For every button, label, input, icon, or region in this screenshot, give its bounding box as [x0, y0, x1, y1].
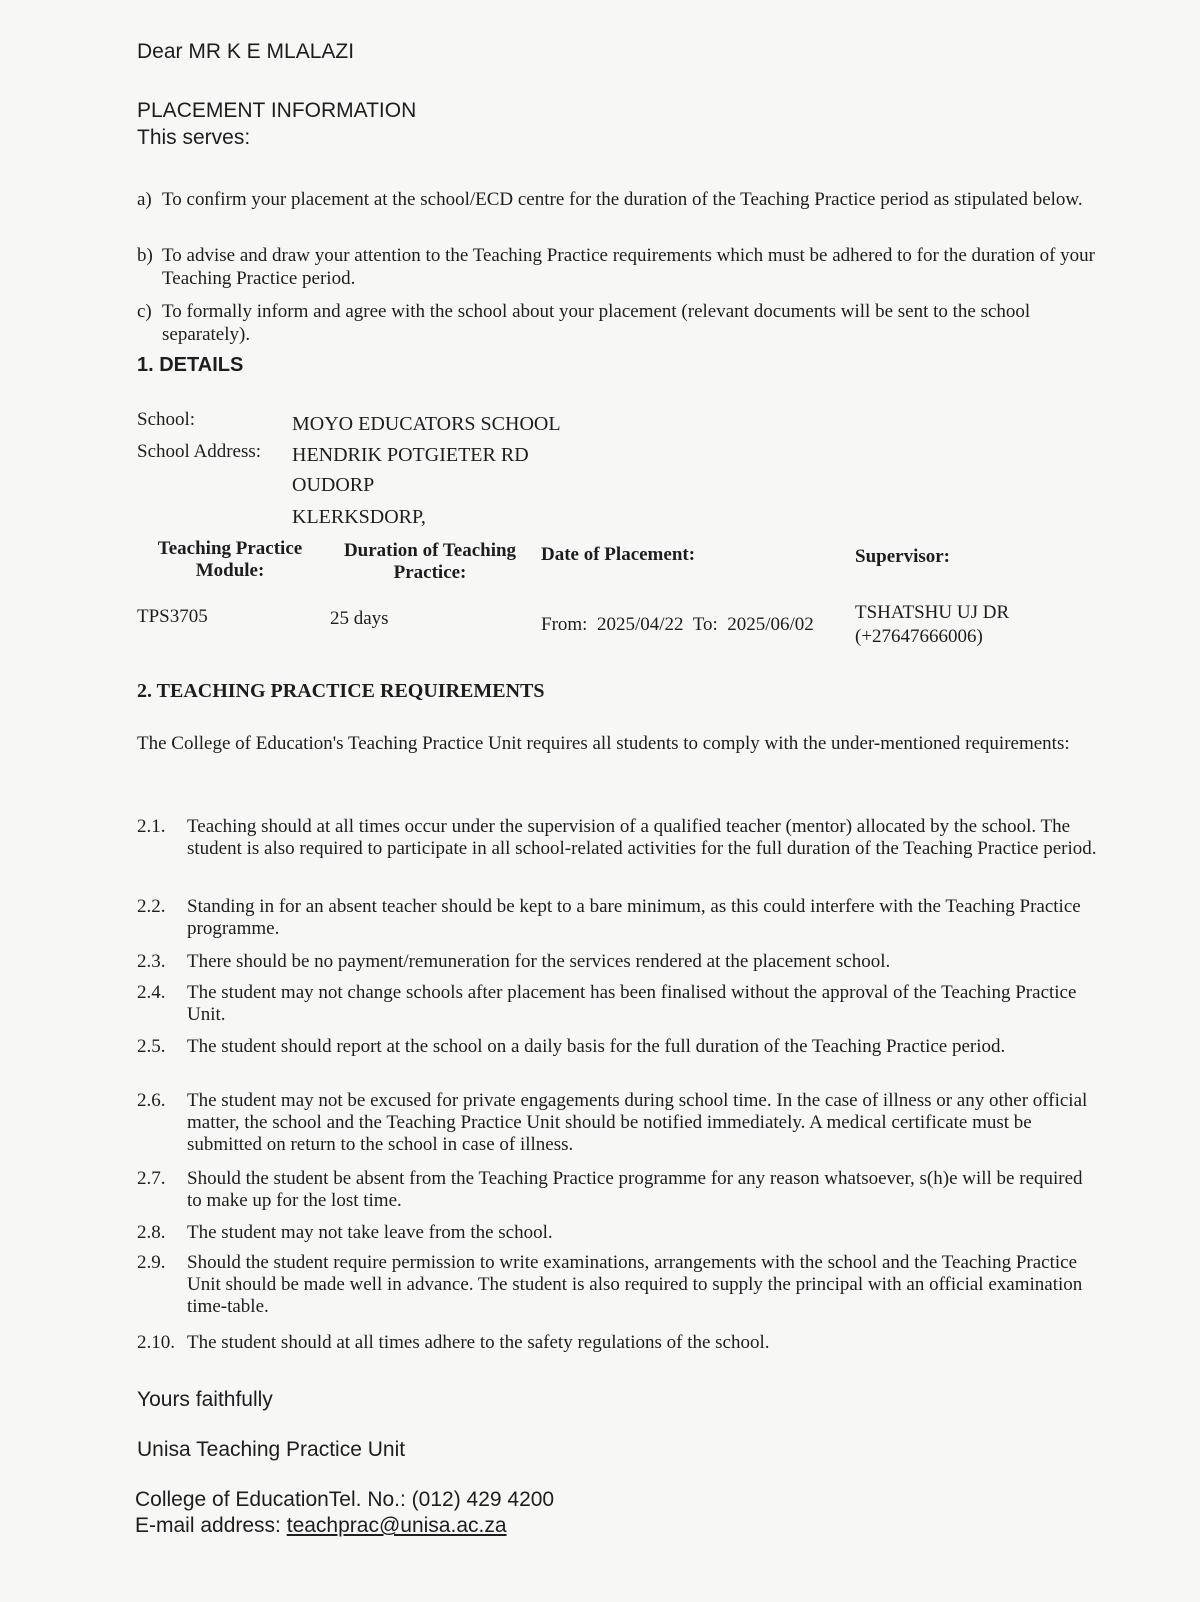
module-code: TPS3705 — [137, 606, 208, 627]
sign-off: Yours faithfully — [137, 1388, 273, 1411]
from-label: From: — [541, 614, 588, 635]
requirement-text: The student may not be excused for private engagements during school time. In the case of illness or any other official matter, the school and the Teaching Practice Unit should be notified immediately. A medical certificate must be submitted on return to the school in case of illness. — [187, 1090, 1088, 1155]
purpose-marker: a) — [137, 189, 152, 210]
requirement-text: Should the student be absent from the Teaching Practice programme for any reason whatsoever, s(h)e will be required to make up for the lost time. — [187, 1168, 1083, 1211]
placement-information-title: PLACEMENT INFORMATION — [137, 99, 417, 122]
requirement-item — [137, 896, 1097, 940]
requirement-item — [137, 1036, 1097, 1058]
requirement-number: 2.3. — [137, 951, 166, 972]
requirement-item — [137, 1332, 1097, 1354]
requirement-number: 2.9. — [137, 1252, 166, 1273]
requirement-text: The student should report at the school on a daily basis for the full duration of the Teaching Practice period. — [187, 1036, 1006, 1057]
requirement-text: Teaching should at all times occur under the supervision of a qualified teacher (mentor) allocated by the school. The student is also required to participate in all school-related activities for the full duration of the Teaching Practice period. — [187, 816, 1097, 859]
address-line: OUDORP — [292, 474, 375, 496]
duration-value: 25 days — [330, 608, 389, 629]
purpose-text: To advise and draw your attention to the Teaching Practice requirements which must be adhered to for the duration of your Teaching Practice period. — [162, 245, 1095, 289]
purpose-item — [137, 188, 1097, 211]
requirement-number: 2.8. — [137, 1222, 166, 1243]
email-label: E-mail address: — [135, 1514, 281, 1537]
purpose-text: To formally inform and agree with the school about your placement (relevant documents will be sent to the school separately). — [162, 301, 1031, 345]
serves-intro: This serves: — [137, 126, 251, 149]
email-line — [135, 1514, 507, 1538]
address-line: KLERKSDORP, — [292, 506, 426, 528]
purpose-text: To confirm your placement at the school/ECD centre for the duration of the Teaching Practice period as stipulated below. — [162, 189, 1083, 210]
requirement-item — [137, 1222, 1097, 1244]
address-label: School Address: — [137, 441, 262, 462]
header-module: Teaching Practice Module: — [157, 538, 303, 581]
requirement-item — [137, 951, 1097, 973]
purpose-item — [137, 244, 1097, 290]
details-heading: 1. DETAILS — [137, 354, 244, 376]
header-duration: Duration of Teaching Practice: — [343, 540, 517, 583]
requirement-item — [137, 1168, 1097, 1212]
requirement-number: 2.6. — [137, 1090, 166, 1111]
requirement-number: 2.5. — [137, 1036, 166, 1057]
placement-dates — [541, 614, 814, 636]
requirement-item — [137, 982, 1097, 1026]
purpose-item — [137, 300, 1097, 346]
supervisor-name: TSHATSHU UJ DR — [855, 602, 1010, 623]
header-supervisor: Supervisor: — [855, 546, 950, 567]
unit-name: Unisa Teaching Practice Unit — [137, 1438, 406, 1461]
requirements-heading: 2. TEACHING PRACTICE REQUIREMENTS — [137, 680, 545, 702]
requirement-text: Should the student require permission to write examinations, arrangements with the school and the Teaching Practice Unit should be made well in advance. The student is also required to supply the principal with an official examination time-table. — [187, 1252, 1083, 1317]
requirements-intro: The College of Education's Teaching Practice Unit requires all students to comply with the under-mentioned requirements: — [137, 733, 1070, 754]
requirement-number: 2.7. — [137, 1168, 166, 1189]
requirement-text: The student may not take leave from the school. — [187, 1222, 553, 1243]
contact-line: College of EducationTel. No.: (012) 429 4200 — [135, 1488, 555, 1511]
purpose-marker: b) — [137, 245, 153, 266]
requirement-text: Standing in for an absent teacher should be kept to a bare minimum, as this could interfere with the Teaching Practice programme. — [187, 896, 1081, 939]
to-date: 2025/06/02 — [727, 614, 814, 635]
to-label: To: — [692, 614, 718, 635]
requirement-item — [137, 1252, 1097, 1318]
requirement-number: 2.1. — [137, 816, 166, 837]
purpose-marker: c) — [137, 301, 152, 322]
salutation: Dear MR K E MLALAZI — [137, 40, 355, 63]
requirement-item — [137, 816, 1097, 860]
header-date: Date of Placement: — [541, 544, 696, 565]
supervisor-phone: (+27647666006) — [855, 626, 983, 647]
requirement-item — [137, 1090, 1097, 1156]
address-line: HENDRIK POTGIETER RD — [292, 444, 529, 466]
school-label: School: — [137, 409, 196, 430]
requirement-text: There should be no payment/remuneration for the services rendered at the placement school. — [187, 951, 891, 972]
requirement-number: 2.2. — [137, 896, 166, 917]
from-date: 2025/04/22 — [596, 614, 684, 635]
requirement-text: The student should at all times adhere to the safety regulations of the school. — [187, 1332, 770, 1353]
school-value: MOYO EDUCATORS SCHOOL — [292, 413, 561, 435]
email-link[interactable]: teachprac@unisa.ac.za — [286, 1514, 507, 1537]
requirement-number: 2.10. — [137, 1332, 175, 1353]
requirement-text: The student may not change schools after placement has been finalised without the approval of the Teaching Practice Unit. — [187, 982, 1077, 1025]
requirement-number: 2.4. — [137, 982, 166, 1003]
